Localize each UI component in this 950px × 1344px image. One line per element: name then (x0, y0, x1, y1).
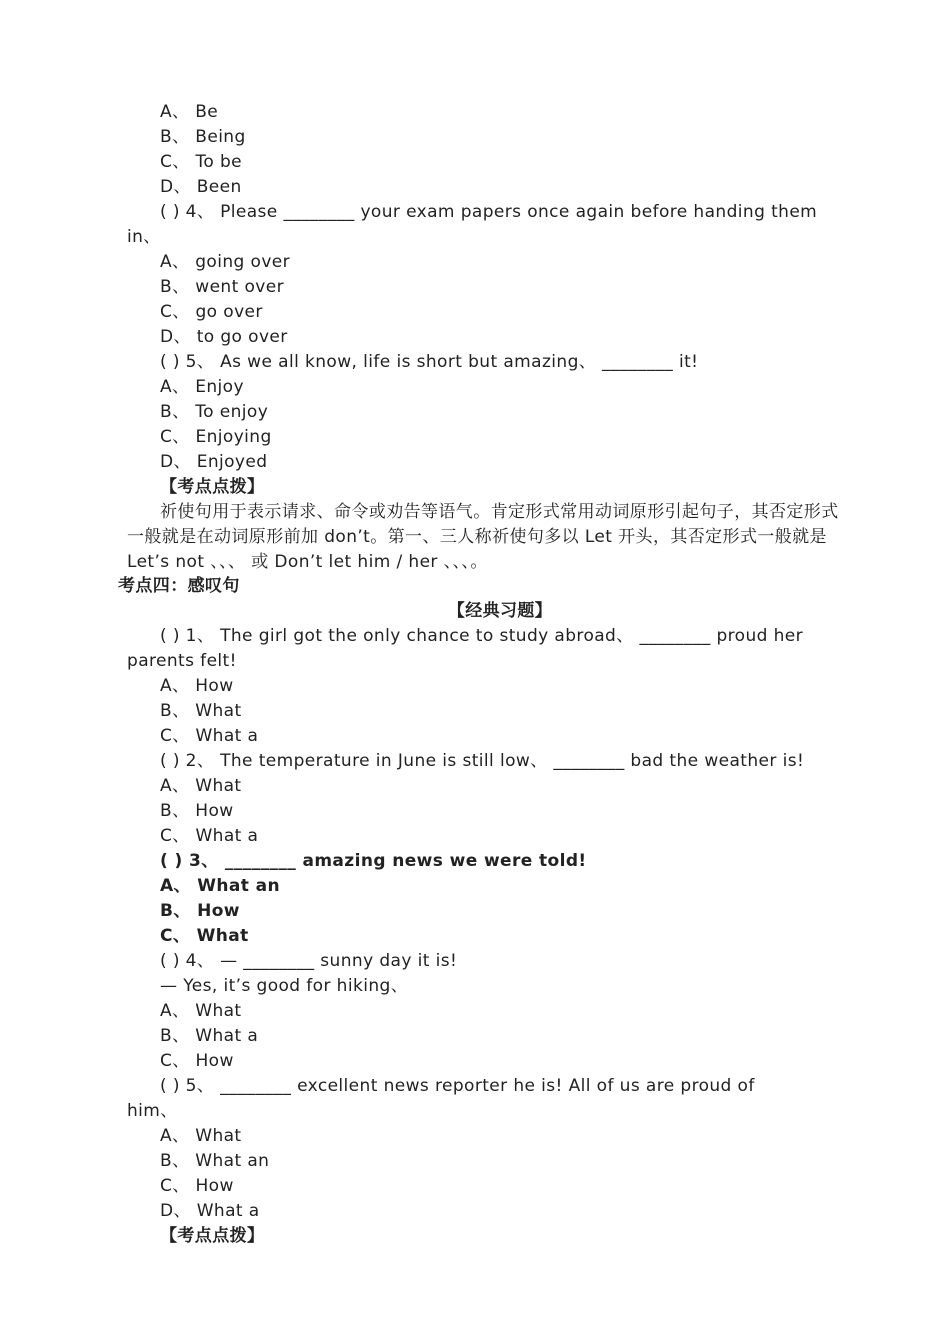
option-d: D、 to go over (160, 327, 288, 347)
question-text: ( ) 5、 As we all know, life is short but amazing、 ________ it! (160, 352, 699, 372)
option-b: B、 How (160, 901, 240, 921)
tips-heading: 【考点点拨】 (160, 1226, 265, 1246)
option-a: A、 How (160, 676, 234, 696)
option-a: A、 What (160, 1001, 242, 1021)
option-c: C、 What a (160, 826, 259, 846)
option-a: A、 What an (160, 876, 281, 896)
option-b: B、 What an (160, 1151, 270, 1171)
question-text: ( ) 4、 Please ________ your exam papers once again before handing them (160, 202, 818, 222)
question-text: ( ) 5、 ________ excellent news reporter he is! All of us are proud of (160, 1076, 755, 1096)
option-a: A、 Be (160, 102, 219, 122)
option-b: B、 How (160, 801, 234, 821)
option-c: C、 How (160, 1176, 234, 1196)
question-text: ( ) 4、 — ________ sunny day it is! (160, 951, 458, 971)
exercise-heading: 【经典习题】 (447, 601, 553, 621)
section-heading: 考点四：感叹句 (118, 576, 240, 596)
option-b: B、 What a (160, 1026, 259, 1046)
question-continuation: him、 (127, 1101, 178, 1121)
question-text: ( ) 1、 The girl got the only chance to study abroad、 ________ proud her (160, 626, 804, 646)
option-b: B、 Being (160, 127, 246, 147)
question-continuation: parents felt! (127, 651, 237, 671)
tips-paragraph-line: Let’s not 、、、 或 Don’t let him / her 、、、。 (127, 552, 488, 572)
option-c: C、 How (160, 1051, 234, 1071)
option-b: B、 To enjoy (160, 402, 269, 422)
option-c: C、 What a (160, 726, 259, 746)
option-c: C、 To be (160, 152, 243, 172)
tips-paragraph-line: 祈使句用于表示请求、命令或劝告等语气。肯定形式常用动词原形引起句子，其否定形式 (160, 502, 839, 522)
option-a: A、 What (160, 776, 242, 796)
option-c: C、 What (160, 926, 249, 946)
option-c: C、 Enjoying (160, 427, 272, 447)
option-d: D、 Been (160, 177, 242, 197)
option-d: D、 What a (160, 1201, 260, 1221)
question-continuation: in、 (127, 227, 161, 247)
option-b: B、 went over (160, 277, 284, 297)
dialogue-reply: — Yes, it’s good for hiking、 (160, 976, 409, 996)
option-b: B、 What (160, 701, 242, 721)
option-c: C、 go over (160, 302, 263, 322)
tips-paragraph-line: 一般就是在动词原形前加 don’t。第一、三人称祈使句多以 Let 开头，其否定形式一般就是 (127, 527, 827, 547)
tips-heading: 【考点点拨】 (160, 477, 265, 497)
question-text: ( ) 3、 ________ amazing news we were told! (160, 851, 587, 871)
option-a: A、 Enjoy (160, 377, 244, 397)
question-text: ( ) 2、 The temperature in June is still low、 ________ bad the weather is! (160, 751, 805, 771)
option-a: A、 going over (160, 252, 291, 272)
option-a: A、 What (160, 1126, 242, 1146)
option-d: D、 Enjoyed (160, 452, 268, 472)
